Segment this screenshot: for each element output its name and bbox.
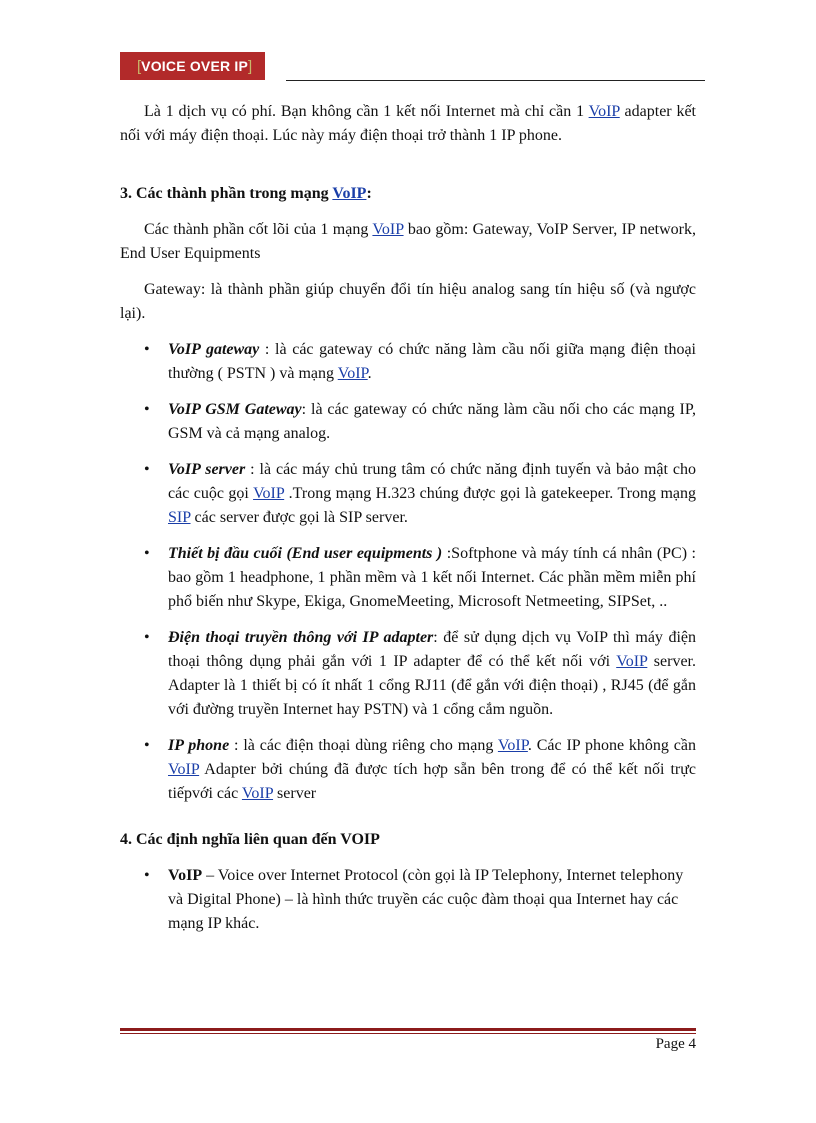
definitions-list — [120, 864, 696, 936]
voip-link[interactable]: VoIP — [332, 185, 367, 202]
list-item: • VoIP – Voice over Internet Protocol (còn gọi là IP Telephony, Internet telephony và Digital Phone) – là hình thức truyền các cuộc đàm thoại qua Internet hay các mạng IP khác. — [120, 864, 696, 936]
voip-link[interactable]: VoIP — [241, 785, 274, 802]
gateway-paragraph: Gateway: là thành phần giúp chuyển đổi tín hiệu analog sang tín hiệu số (và ngược lại). — [120, 281, 696, 322]
voip-link[interactable]: VoIP — [497, 737, 528, 754]
header-banner — [120, 52, 265, 80]
section-4-heading: 4. Các định nghĩa liên quan đến VOIP — [120, 831, 380, 848]
components-list — [120, 338, 696, 806]
list-item: • VoIP GSM Gateway: là các gateway có chức năng làm cầu nối cho các mạng IP, GSM và cả mạng analog. — [120, 398, 696, 446]
voip-link[interactable]: VoIP — [253, 485, 285, 502]
list-item: • IP phone : là các điện thoại dùng riêng cho mạng VoIP. Các IP phone không cần VoIP Adapter bởi chúng đã được tích hợp sẵn bên trong để có thể kết nối trực tiếpvới các VoIP server — [120, 734, 696, 806]
document-body — [120, 100, 696, 936]
bullet-icon: • — [144, 461, 150, 478]
footer-rule — [120, 1028, 696, 1031]
voip-link[interactable]: VoIP — [588, 103, 620, 120]
intro-paragraph: Là 1 dịch vụ có phí. Bạn không cần 1 kết nối Internet mà chỉ cần 1 VoIP adapter kết nối với máy điện thoại. Lúc này máy điện thoại trở thành 1 IP phone. — [120, 103, 696, 144]
bullet-icon: • — [144, 737, 150, 754]
sip-link[interactable]: SIP — [168, 509, 191, 526]
header-title: VOICE OVER IP — [141, 58, 249, 74]
list-item: • VoIP gateway : là các gateway có chức năng làm cầu nối giữa mạng điện thoại thường ( PSTN ) và mạng VoIP. — [120, 338, 696, 386]
footer-rule-thin — [120, 1033, 696, 1034]
voip-link[interactable]: VoIP — [337, 365, 368, 382]
list-item: • VoIP server : là các máy chủ trung tâm có chức năng định tuyến và bảo mật cho các cuộc gọi VoIP .Trong mạng H.323 chúng được gọi là gatekeeper. Trong mạng SIP các server được gọi là SIP server. — [120, 458, 696, 530]
bullet-icon: • — [144, 629, 150, 646]
list-item: • Điện thoại truyền thông với IP adapter: để sử dụng dịch vụ VoIP thì máy điện thoại thông dụng phải gắn với 1 IP adapter để có thể kết nối với VoIP server. Adapter là 1 thiết bị có ít nhất 1 cổng RJ11 (để gắn với điện thoại) , RJ45 (để gắn với đường truyền Internet hay PSTN) và 1 cổng cắm nguồn. — [120, 626, 696, 722]
header-bracket-close: ] — [248, 57, 253, 75]
section-3-heading: 3. Các thành phần trong mạng VoIP: — [120, 185, 372, 202]
bullet-icon: • — [144, 867, 150, 884]
voip-link[interactable]: VoIP — [168, 761, 200, 778]
voip-link[interactable]: VoIP — [372, 221, 404, 238]
bullet-icon: • — [144, 401, 150, 418]
bullet-icon: • — [144, 341, 150, 358]
list-item: • Thiết bị đầu cuối (End user equipments ) :Softphone và máy tính cá nhân (PC) : bao gồm 1 headphone, 1 phần mềm và 1 kết nối Internet. Các phần mềm miễn phí phổ biến như Skype, Ekiga, GnomeMeeting, Microsoft Netmeeting, SIPSet, .. — [120, 542, 696, 614]
voip-link[interactable]: VoIP — [616, 653, 648, 670]
header-rule — [286, 80, 705, 81]
components-paragraph: Các thành phần cốt lõi của 1 mạng VoIP bao gồm: Gateway, VoIP Server, IP network, End User Equipments — [120, 221, 696, 262]
page-number: Page 4 — [655, 1036, 696, 1052]
header-bracket-open: [ — [137, 57, 142, 75]
bullet-icon: • — [144, 545, 150, 562]
